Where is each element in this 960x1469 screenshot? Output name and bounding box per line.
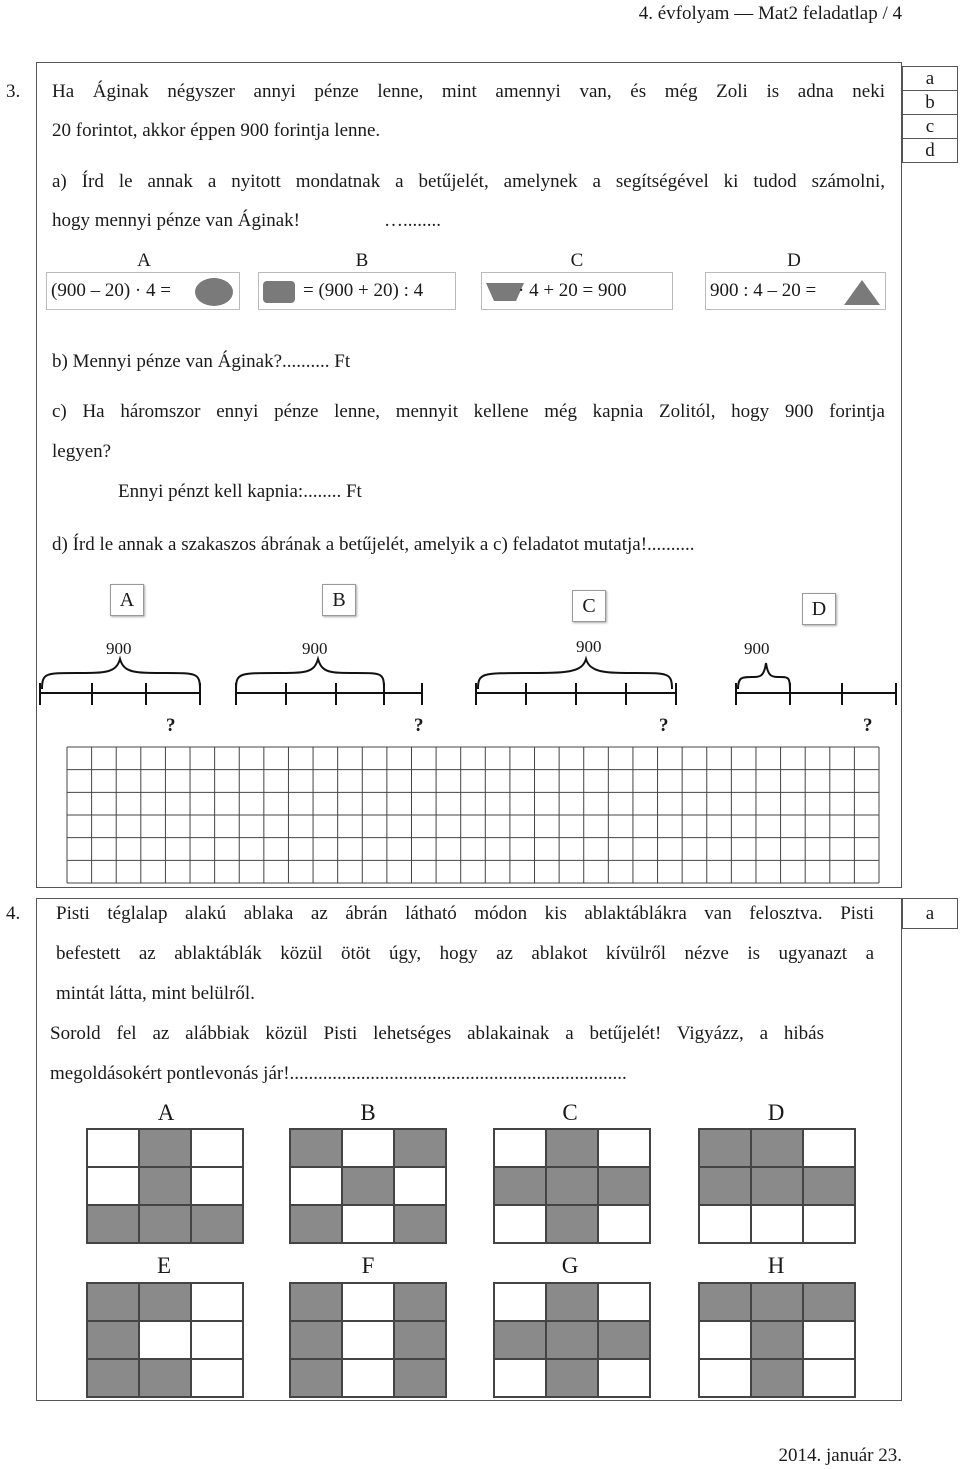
painted-pane [547, 1284, 597, 1320]
painted-pane [752, 1360, 802, 1396]
pane [599, 1130, 649, 1166]
task4-number: 4. [6, 903, 21, 924]
equation-label-c: C [570, 250, 584, 271]
segment-diagrams [36, 655, 902, 715]
task3-intro-line2: 20 forintot, akkor éppen 900 forintja lenne. [52, 120, 381, 141]
painted-pane [752, 1322, 802, 1358]
painted-pane [804, 1168, 854, 1204]
triangle-shape-icon [842, 277, 882, 307]
task3-b-question: b) Mennyi pénze van Áginak?.......... Ft [52, 351, 351, 372]
window-label-d: D [767, 1100, 785, 1125]
painted-pane [88, 1284, 138, 1320]
diagram-b-unknown: ? [414, 715, 424, 736]
painted-pane [547, 1360, 597, 1396]
painted-pane [495, 1168, 545, 1204]
task3-number: 3. [6, 81, 21, 102]
painted-pane [700, 1168, 750, 1204]
rounded-rect-shape-icon [261, 280, 297, 304]
pane [192, 1360, 242, 1396]
equation-box-b[interactable] [258, 272, 456, 310]
footer-date: 2014. január 23. [778, 1445, 902, 1466]
diagram-tag-c: C [572, 590, 606, 622]
painted-pane [547, 1322, 597, 1358]
painted-pane [343, 1168, 393, 1204]
window-label-f: F [361, 1253, 375, 1278]
pane [343, 1360, 393, 1396]
ellipse-shape-icon [193, 276, 235, 308]
pane [495, 1284, 545, 1320]
pane [495, 1206, 545, 1242]
painted-pane [88, 1360, 138, 1396]
task3-c-line1: c) Ha háromszor ennyi pénze lenne, mennyit kellene még kapnia Zolitól, hogy 900 forintja [52, 401, 885, 422]
window-label-a: A [157, 1100, 175, 1125]
task4-line1: Pisti téglalap alakú ablaka az ábrán látható módon kis ablaktáblákra van felosztva. Pisti [56, 903, 874, 924]
task4-score-box [902, 898, 958, 929]
diagram-d-value: 900 [744, 639, 770, 658]
equation-label-a: A [137, 250, 151, 271]
diagram-b-brace [236, 659, 384, 689]
diagram-c-unknown: ? [659, 715, 669, 736]
painted-pane [395, 1284, 445, 1320]
equation-d-text: 900 : 4 ‒ 20 = [710, 280, 817, 301]
pane [343, 1322, 393, 1358]
window-e[interactable] [86, 1282, 244, 1398]
window-f[interactable] [289, 1282, 447, 1398]
painted-pane [291, 1130, 341, 1166]
pane [192, 1168, 242, 1204]
window-d[interactable] [698, 1128, 856, 1244]
painted-pane [547, 1168, 597, 1204]
equation-box-a[interactable] [46, 272, 240, 310]
task3-a-line1: a) Írd le annak a nyitott mondatnak a betűjelét, amelynek a segítségével ki tudod számolni, [52, 171, 885, 192]
painted-pane [395, 1322, 445, 1358]
task4-line4: Sorold fel az alábbiak közül Pisti lehetséges ablakainak a betűjelét! Vigyázz, a hibás [50, 1023, 824, 1044]
pane [88, 1130, 138, 1166]
pane [495, 1360, 545, 1396]
pane [395, 1168, 445, 1204]
window-c[interactable] [493, 1128, 651, 1244]
painted-pane [752, 1168, 802, 1204]
painted-pane [140, 1130, 190, 1166]
diagram-d-unknown: ? [863, 715, 873, 736]
window-a[interactable] [86, 1128, 244, 1244]
pane [291, 1168, 341, 1204]
pane [700, 1360, 750, 1396]
diagram-tag-d: D [802, 593, 836, 625]
painted-pane [395, 1206, 445, 1242]
pane [192, 1322, 242, 1358]
pane [804, 1130, 854, 1166]
painted-pane [599, 1322, 649, 1358]
score-b: b [903, 91, 957, 115]
diagram-a-brace [42, 659, 200, 689]
pane [700, 1322, 750, 1358]
diagram-a-value: 900 [106, 639, 132, 658]
equation-b-text: = (900 + 20) : 4 [303, 280, 424, 301]
painted-pane [140, 1168, 190, 1204]
painted-pane [291, 1284, 341, 1320]
window-label-b: B [360, 1100, 376, 1125]
page-header: 4. évfolyam — Mat2 feladatlap / 4 [638, 3, 902, 24]
task3-a-line2: hogy mennyi pénze van Áginak! [52, 210, 300, 231]
equation-label-b: B [355, 250, 369, 271]
painted-pane [291, 1206, 341, 1242]
painted-pane [88, 1206, 138, 1242]
window-label-c: C [562, 1100, 578, 1125]
painted-pane [752, 1130, 802, 1166]
window-label-h: H [767, 1253, 785, 1278]
painted-pane [291, 1360, 341, 1396]
pane [343, 1130, 393, 1166]
equation-box-c[interactable] [481, 272, 673, 310]
diagram-tag-b: B [322, 584, 356, 616]
pane [192, 1284, 242, 1320]
diagram-c-value: 900 [576, 637, 602, 656]
pane [700, 1206, 750, 1242]
task3-intro-line1: Ha Áginak négyszer annyi pénze lenne, mint amennyi van, és még Zoli is adna neki [52, 81, 885, 102]
window-label-g: G [561, 1253, 579, 1278]
pane [88, 1168, 138, 1204]
task4-line3: mintát látta, mint belülről. [56, 983, 255, 1004]
painted-pane [88, 1322, 138, 1358]
task3-score-boxes [902, 66, 958, 163]
task4-line2: befestett az ablaktáblák közül ötöt úgy, hogy az ablakot kívülről nézve is ugyanazt a [56, 943, 874, 964]
window-b[interactable] [289, 1128, 447, 1244]
pane [599, 1284, 649, 1320]
pane [804, 1360, 854, 1396]
diagram-d-brace [738, 663, 790, 689]
painted-pane [140, 1206, 190, 1242]
painted-pane [804, 1284, 854, 1320]
task3-c-answer: Ennyi pénzt kell kapnia:........ Ft [118, 481, 362, 502]
pane [192, 1130, 242, 1166]
score-d: d [925, 140, 935, 161]
painted-pane [547, 1206, 597, 1242]
scratch-grid[interactable] [66, 746, 880, 884]
painted-pane [495, 1322, 545, 1358]
score-a: a [925, 903, 935, 924]
window-h[interactable] [698, 1282, 856, 1398]
painted-pane [752, 1284, 802, 1320]
task3-c-line2: legyen? [52, 441, 112, 462]
pane [599, 1360, 649, 1396]
equation-label-d: D [787, 250, 801, 271]
pane [140, 1322, 190, 1358]
painted-pane [599, 1168, 649, 1204]
painted-pane [140, 1360, 190, 1396]
window-g[interactable] [493, 1282, 651, 1398]
task3-d-question: d) Írd le annak a szakaszos ábrának a betűjelét, amelyik a c) feladatot mutatja!.......... [52, 534, 695, 555]
painted-pane [547, 1130, 597, 1166]
task4-line5: megoldásokért pontlevonás jár!....................................................................... [50, 1063, 627, 1084]
pane [804, 1206, 854, 1242]
painted-pane [395, 1360, 445, 1396]
painted-pane [192, 1206, 242, 1242]
painted-pane [140, 1284, 190, 1320]
pane [495, 1130, 545, 1166]
painted-pane [291, 1322, 341, 1358]
pane [752, 1206, 802, 1242]
painted-pane [395, 1130, 445, 1166]
score-c: c [903, 115, 957, 139]
equation-a-text: (900 ‒ 20) · 4 = [51, 280, 171, 301]
painted-pane [700, 1284, 750, 1320]
score-a: a [903, 67, 957, 91]
window-label-e: E [156, 1253, 172, 1278]
pane [804, 1322, 854, 1358]
pane [599, 1206, 649, 1242]
equation-box-d[interactable] [705, 272, 886, 310]
task3-a-answer-blank[interactable]: …........ [384, 210, 441, 231]
pane [343, 1206, 393, 1242]
diagram-a-unknown: ? [166, 715, 176, 736]
diagram-tag-a: A [110, 584, 144, 616]
diagram-b-value: 900 [302, 639, 328, 658]
painted-pane [700, 1130, 750, 1166]
pane [343, 1284, 393, 1320]
equation-c-text: · 4 + 20 = 900 [518, 280, 627, 301]
